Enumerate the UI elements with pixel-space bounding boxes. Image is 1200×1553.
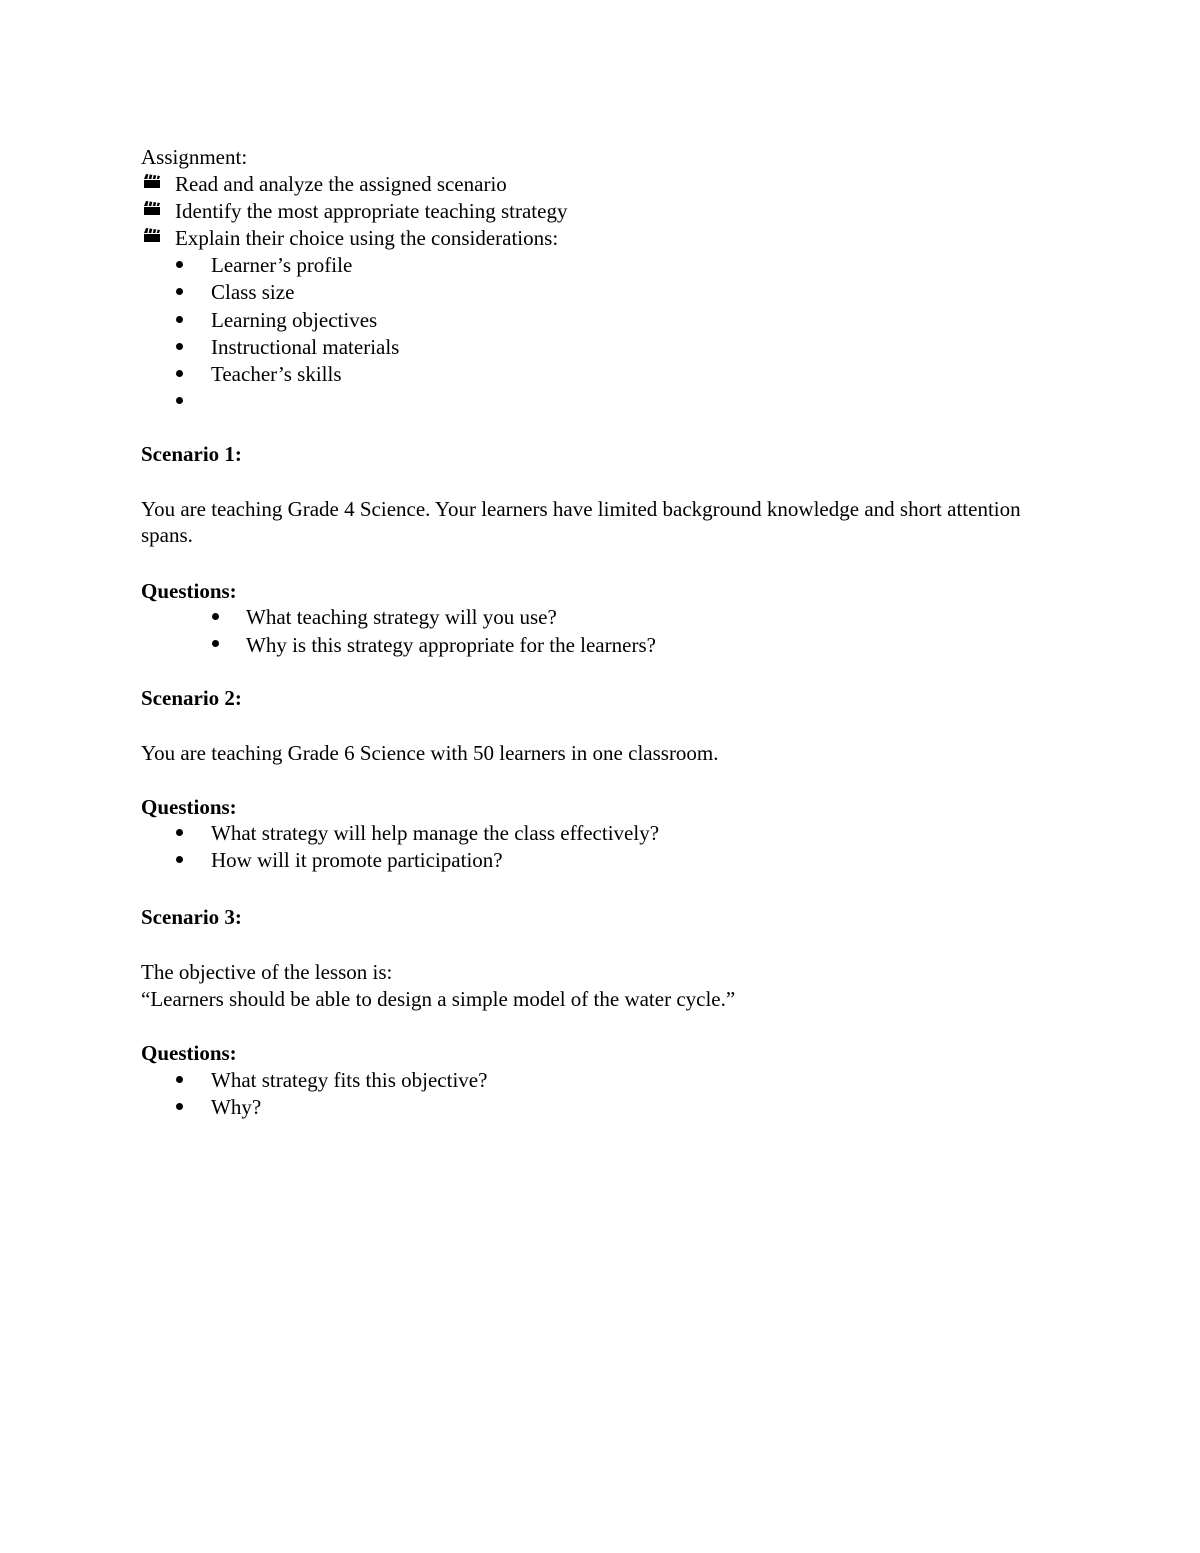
bullet-icon [176, 1076, 183, 1083]
bullet-icon [176, 288, 183, 295]
bullet-icon [176, 316, 183, 323]
scenario-title: Scenario 2: [141, 686, 242, 710]
consideration-item: Teacher’s skills [211, 362, 342, 386]
clapperboard-icon [143, 200, 161, 216]
question-item: Why is this strategy appropriate for the learners? [246, 633, 656, 657]
bullet-icon [212, 640, 219, 647]
questions-heading: Questions: [141, 579, 237, 603]
clapperboard-icon [143, 227, 161, 243]
bullet-icon [176, 856, 183, 863]
consideration-item: Learning objectives [211, 308, 378, 332]
question-item: What strategy will help manage the class effectively? [211, 821, 660, 845]
bullet-icon [212, 613, 219, 620]
clapperboard-icon [143, 173, 161, 189]
question-item: How will it promote participation? [211, 848, 503, 872]
bullet-icon [176, 343, 183, 350]
scenario-description: The objective of the lesson is: [141, 960, 393, 984]
scenario-title: Scenario 1: [141, 442, 242, 466]
scenario-title: Scenario 3: [141, 905, 242, 929]
consideration-item: Class size [211, 280, 295, 304]
question-item: What strategy fits this objective? [211, 1068, 488, 1092]
objective-quote: “Learners should be able to design a simple model of the water cycle.” [141, 987, 736, 1011]
bullet-icon [176, 397, 183, 404]
assignment-heading: Assignment: [141, 145, 248, 169]
scenario-description: You are teaching Grade 6 Science with 50 learners in one classroom. [141, 741, 719, 765]
question-item: Why? [211, 1095, 262, 1119]
bullet-icon [176, 1103, 183, 1110]
scenario-description: You are teaching Grade 4 Science. Your learners have limited background knowledge and short attention spans. [141, 497, 1021, 547]
question-item: What teaching strategy will you use? [246, 605, 557, 629]
bullet-icon [176, 829, 183, 836]
assignment-step: Read and analyze the assigned scenario [175, 172, 507, 196]
questions-heading: Questions: [141, 1041, 237, 1065]
assignment-step: Identify the most appropriate teaching strategy [175, 199, 568, 223]
assignment-step: Explain their choice using the considerations: [175, 226, 559, 250]
bullet-icon [176, 370, 183, 377]
questions-heading: Questions: [141, 795, 237, 819]
consideration-item: Instructional materials [211, 335, 400, 359]
consideration-item: Learner’s profile [211, 253, 353, 277]
bullet-icon [176, 261, 183, 268]
